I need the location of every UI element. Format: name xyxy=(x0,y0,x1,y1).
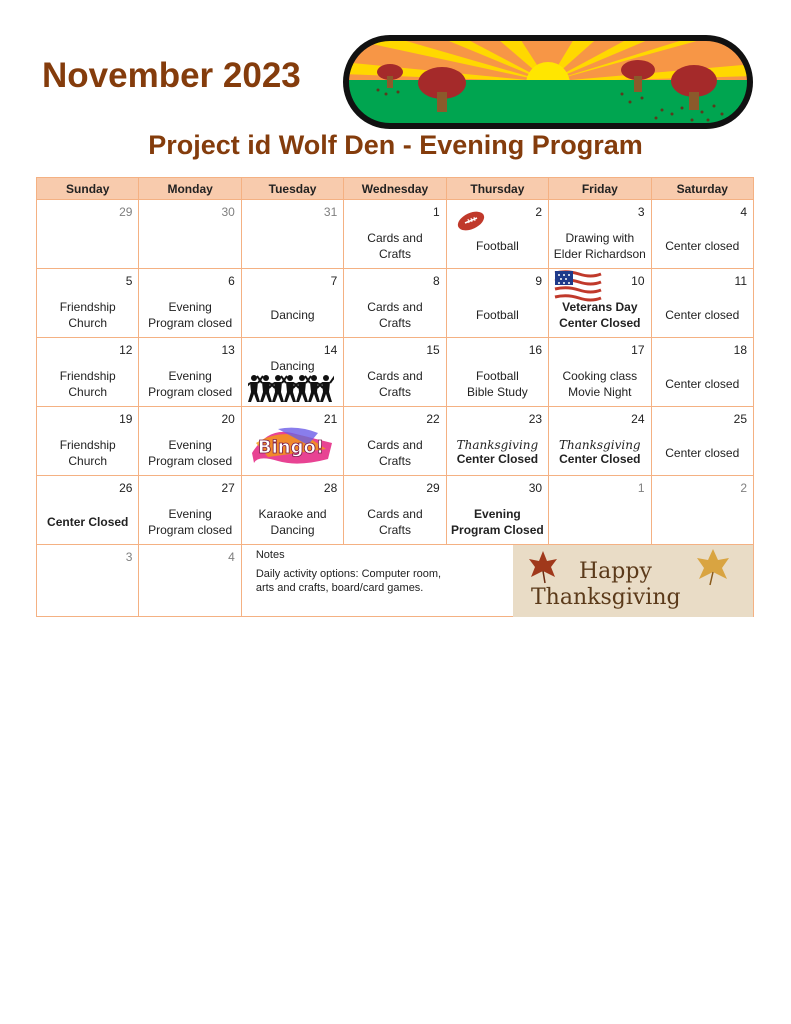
event-text: Friendship Church xyxy=(59,369,116,399)
day-number: 13 xyxy=(221,343,235,357)
day-number: 7 xyxy=(330,274,338,288)
notes-text: Daily activity options: Computer room, arts and crafts, board/card games. xyxy=(255,568,442,594)
calendar-grid xyxy=(36,177,754,617)
weekday-thursday: Thursday xyxy=(446,178,548,200)
day-number: 8 xyxy=(433,274,440,288)
day-number: 30 xyxy=(221,205,235,219)
event-text: Cards and Crafts xyxy=(367,369,423,399)
day-number: 3 xyxy=(637,205,645,219)
day-number: 14 xyxy=(323,343,338,357)
day-number: 2 xyxy=(740,481,747,495)
calendar-week-row xyxy=(37,476,754,545)
event-text: Cards and Crafts xyxy=(367,300,423,330)
football-icon xyxy=(456,208,486,234)
event-text: Football xyxy=(476,239,519,253)
day-cell xyxy=(37,545,139,617)
day-number: 19 xyxy=(119,412,133,426)
day-cell xyxy=(651,200,753,269)
day-number: 5 xyxy=(125,274,133,288)
day-cell xyxy=(139,200,241,269)
event-text: Thanksgiving xyxy=(456,438,539,452)
day-cell xyxy=(446,269,548,338)
day-number: 30 xyxy=(528,481,543,495)
event-text: Football Bible Study xyxy=(467,369,528,399)
event-text: Cooking class Movie Night xyxy=(562,369,638,399)
event-text: Center closed xyxy=(665,239,740,253)
day-number: 3 xyxy=(125,550,133,564)
event-text: Thanksgiving xyxy=(559,438,641,452)
event-text: Cards and Crafts xyxy=(367,438,423,468)
event-text: Dancing xyxy=(270,308,315,322)
weekday-sunday: Sunday xyxy=(37,178,139,200)
day-cell xyxy=(139,407,241,476)
day-cell xyxy=(241,338,343,407)
day-cell xyxy=(37,338,139,407)
weekday-wednesday: Wednesday xyxy=(344,178,446,200)
day-cell xyxy=(446,200,548,269)
day-cell xyxy=(549,407,651,476)
event-text: Football xyxy=(476,308,519,322)
day-number: 24 xyxy=(631,412,645,426)
event-text: Evening Program closed xyxy=(148,300,233,330)
day-number: 4 xyxy=(740,205,747,219)
thanks-line-2: Thanksgiving xyxy=(531,585,681,610)
event-text: Dancing xyxy=(270,359,315,373)
event-text: Cards and Crafts xyxy=(367,231,423,261)
calendar-week-row xyxy=(37,338,754,407)
day-cell xyxy=(37,200,139,269)
day-number: 22 xyxy=(426,412,440,426)
sunrise-banner xyxy=(342,34,754,130)
day-number: 31 xyxy=(323,205,338,219)
day-cell xyxy=(344,200,446,269)
event-text: Veterans Day Center Closed xyxy=(559,300,641,330)
event-text: Evening Program closed xyxy=(148,507,233,537)
day-number: 18 xyxy=(733,343,747,357)
day-cell xyxy=(651,476,753,545)
dancers-icon xyxy=(248,372,334,406)
day-cell xyxy=(549,200,651,269)
day-cell xyxy=(37,476,139,545)
day-cell xyxy=(446,476,548,545)
event-text: Evening Program closed xyxy=(148,438,233,468)
day-number: 1 xyxy=(433,205,440,219)
event-bold-text: Center Closed xyxy=(559,452,641,466)
event-text: Karaoke and Dancing xyxy=(258,507,327,537)
day-cell xyxy=(241,200,343,269)
event-text: Friendship Church xyxy=(59,300,116,330)
day-number: 9 xyxy=(535,274,543,288)
day-number: 6 xyxy=(228,274,235,288)
notes-label: Notes xyxy=(255,549,285,561)
weekday-header-row xyxy=(37,178,754,200)
day-number: 16 xyxy=(528,343,543,357)
day-number: 20 xyxy=(221,412,235,426)
day-cell xyxy=(446,407,548,476)
day-cell xyxy=(344,407,446,476)
day-number: 17 xyxy=(631,343,645,357)
event-text: Drawing with Elder Richardson xyxy=(553,231,646,261)
day-cell xyxy=(139,269,241,338)
day-cell xyxy=(651,338,753,407)
day-number: 28 xyxy=(323,481,338,495)
day-cell xyxy=(344,476,446,545)
program-subtitle: Project id Wolf Den - Evening Program xyxy=(148,130,643,160)
day-number: 29 xyxy=(119,205,133,219)
day-cell xyxy=(549,269,651,338)
calendar-week-row xyxy=(37,269,754,338)
day-cell xyxy=(139,545,241,617)
day-number: 29 xyxy=(426,481,440,495)
event-text: Center closed xyxy=(665,446,740,460)
weekday-tuesday: Tuesday xyxy=(241,178,343,200)
month-title: November 2023 xyxy=(42,56,301,95)
event-text: Center closed xyxy=(665,377,740,391)
day-cell xyxy=(549,476,651,545)
day-number: 4 xyxy=(228,550,235,564)
day-cell xyxy=(139,338,241,407)
day-cell xyxy=(344,269,446,338)
day-number: 2 xyxy=(535,205,543,219)
day-cell xyxy=(549,338,651,407)
calendar-week-row xyxy=(37,545,754,617)
weekday-friday: Friday xyxy=(549,178,651,200)
notes-cell xyxy=(241,545,753,617)
day-number: 23 xyxy=(528,412,543,426)
event-bold-text: Center Closed xyxy=(456,452,539,466)
day-number: 26 xyxy=(119,481,133,495)
day-cell xyxy=(139,476,241,545)
day-cell xyxy=(241,476,343,545)
day-cell xyxy=(241,407,343,476)
bingo-icon xyxy=(248,423,334,469)
day-number: 1 xyxy=(637,481,645,495)
event-text: Evening Program closed xyxy=(148,369,233,399)
event-text: Center Closed xyxy=(47,515,129,529)
day-number: 11 xyxy=(734,274,747,288)
day-cell xyxy=(37,407,139,476)
day-number: 10 xyxy=(631,274,645,288)
happy-thanksgiving-image xyxy=(513,545,753,617)
event-text: Center closed xyxy=(665,308,740,322)
bingo-label: Bingo! xyxy=(257,437,324,458)
day-number: 27 xyxy=(221,481,235,495)
day-cell xyxy=(651,269,753,338)
day-number: 21 xyxy=(323,412,338,426)
day-cell xyxy=(651,407,753,476)
calendar-week-row xyxy=(37,200,754,269)
event-text: Evening Program Closed xyxy=(451,507,544,537)
day-number: 15 xyxy=(426,343,440,357)
day-cell xyxy=(446,338,548,407)
day-cell xyxy=(344,338,446,407)
day-number: 25 xyxy=(733,412,747,426)
day-cell xyxy=(241,269,343,338)
thanks-line-1: Happy xyxy=(579,559,652,584)
weekday-monday: Monday xyxy=(139,178,241,200)
event-text: Cards and Crafts xyxy=(367,507,423,537)
day-number: 12 xyxy=(119,343,133,357)
event-text: Friendship Church xyxy=(59,438,116,468)
calendar-week-row xyxy=(37,407,754,476)
day-cell xyxy=(37,269,139,338)
weekday-saturday: Saturday xyxy=(651,178,753,200)
